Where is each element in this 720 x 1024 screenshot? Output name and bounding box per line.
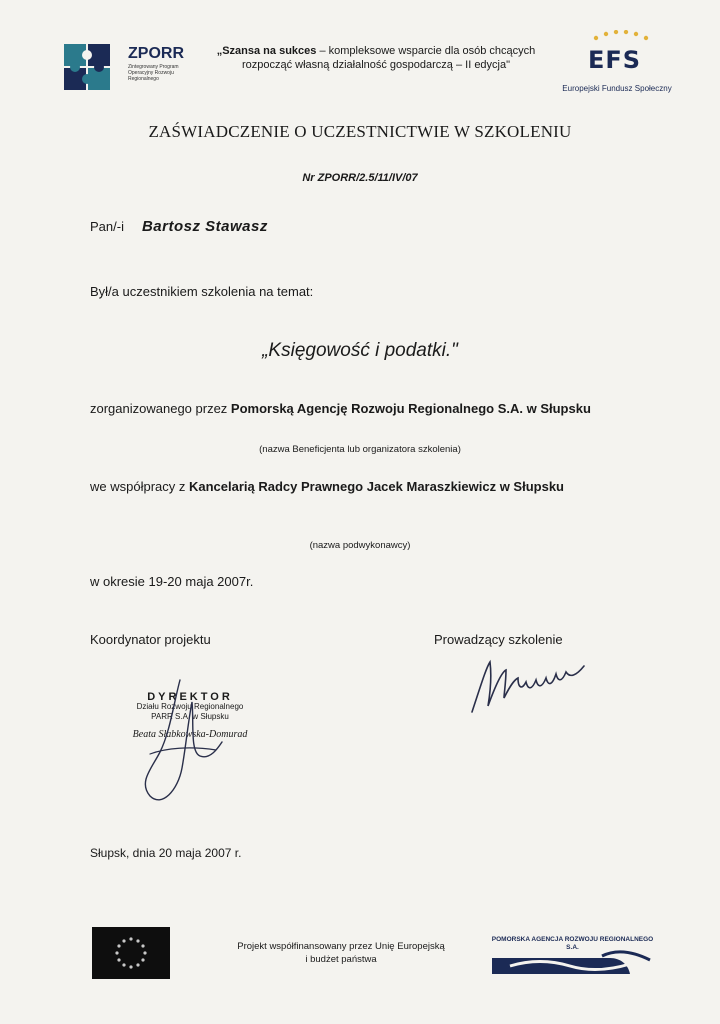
efs-caption: Europejski Fundusz Społeczny [562, 84, 672, 93]
document-title: ZAŚWIADCZENIE O UCZESTNICTWIE W SZKOLENIU [148, 122, 572, 141]
organizer-name: Pomorską Agencję Rozwoju Regionalnego S.A. w Słupsku [230, 401, 591, 416]
participant-name: Bartosz Stawasz [141, 218, 268, 235]
cooperation-paragraph [90, 478, 642, 496]
coordinator-signature-icon [130, 672, 230, 812]
organizer-note: (nazwa Beneficjenta lub organizatora szkolenia) [259, 444, 461, 455]
project-quote [216, 44, 536, 72]
cofinanced-note: Projekt współfinansowany przez Unię Europejską i budżet państwa [237, 941, 445, 965]
quote-bold: „Szansa na sukces [216, 45, 317, 57]
participant-name-line [90, 218, 268, 235]
cooperation-name: Kancelarią Radcy Prawnego Jacek Maraszkiewicz w Słupsku [188, 479, 564, 494]
document-number: Nr ZPORR/2.5/11/IV/07 [302, 172, 418, 184]
cooperation-note: (nazwa podwykonawcy) [309, 540, 411, 551]
training-topic: „Księgowość i podatki." [262, 340, 458, 361]
quote-rest: – kompleksowe wsparcie dla osób chcących rozpocząć własną działalność gospodarczą – II edycja" [241, 45, 536, 71]
place-and-date: Słupsk, dnia 20 maja 2007 r. [90, 846, 242, 860]
stamp-line-1: Działu Rozwoju Regionalnego [136, 702, 244, 711]
parr-name: POMORSKA AGENCJA ROZWOJU REGIONALNEGO S.A. [491, 936, 654, 951]
efs-logo-text: EFS [588, 46, 642, 74]
eu-flag-icon [92, 927, 170, 979]
training-period: w okresie 19-20 maja 2007r. [90, 574, 254, 589]
organizer-paragraph [90, 400, 642, 418]
stamp-line-2: PARR S.A. w Słupsku [151, 712, 229, 721]
stamp-title: DYREKTOR [147, 691, 233, 703]
trainer-label: Prowadzący szkolenie [434, 632, 563, 647]
zporr-subtitle: Zintegrowany Program Operacyjny Rozwoju Regionalnego [128, 64, 179, 82]
participant-line: Był/a uczestnikiem szkolenia na temat: [90, 284, 314, 299]
organizer-prefix: zorganizowanego przez [90, 401, 231, 416]
trainer-signature-icon [466, 648, 606, 718]
stamp-name: Beata Słabkowska-Domurad [132, 729, 248, 740]
coordinator-label: Koordynator projektu [90, 632, 211, 647]
zporr-title: ZPORR [128, 45, 184, 62]
name-label: Pan/-i [90, 219, 124, 234]
cooperation-prefix: we współpracy z [90, 479, 189, 494]
